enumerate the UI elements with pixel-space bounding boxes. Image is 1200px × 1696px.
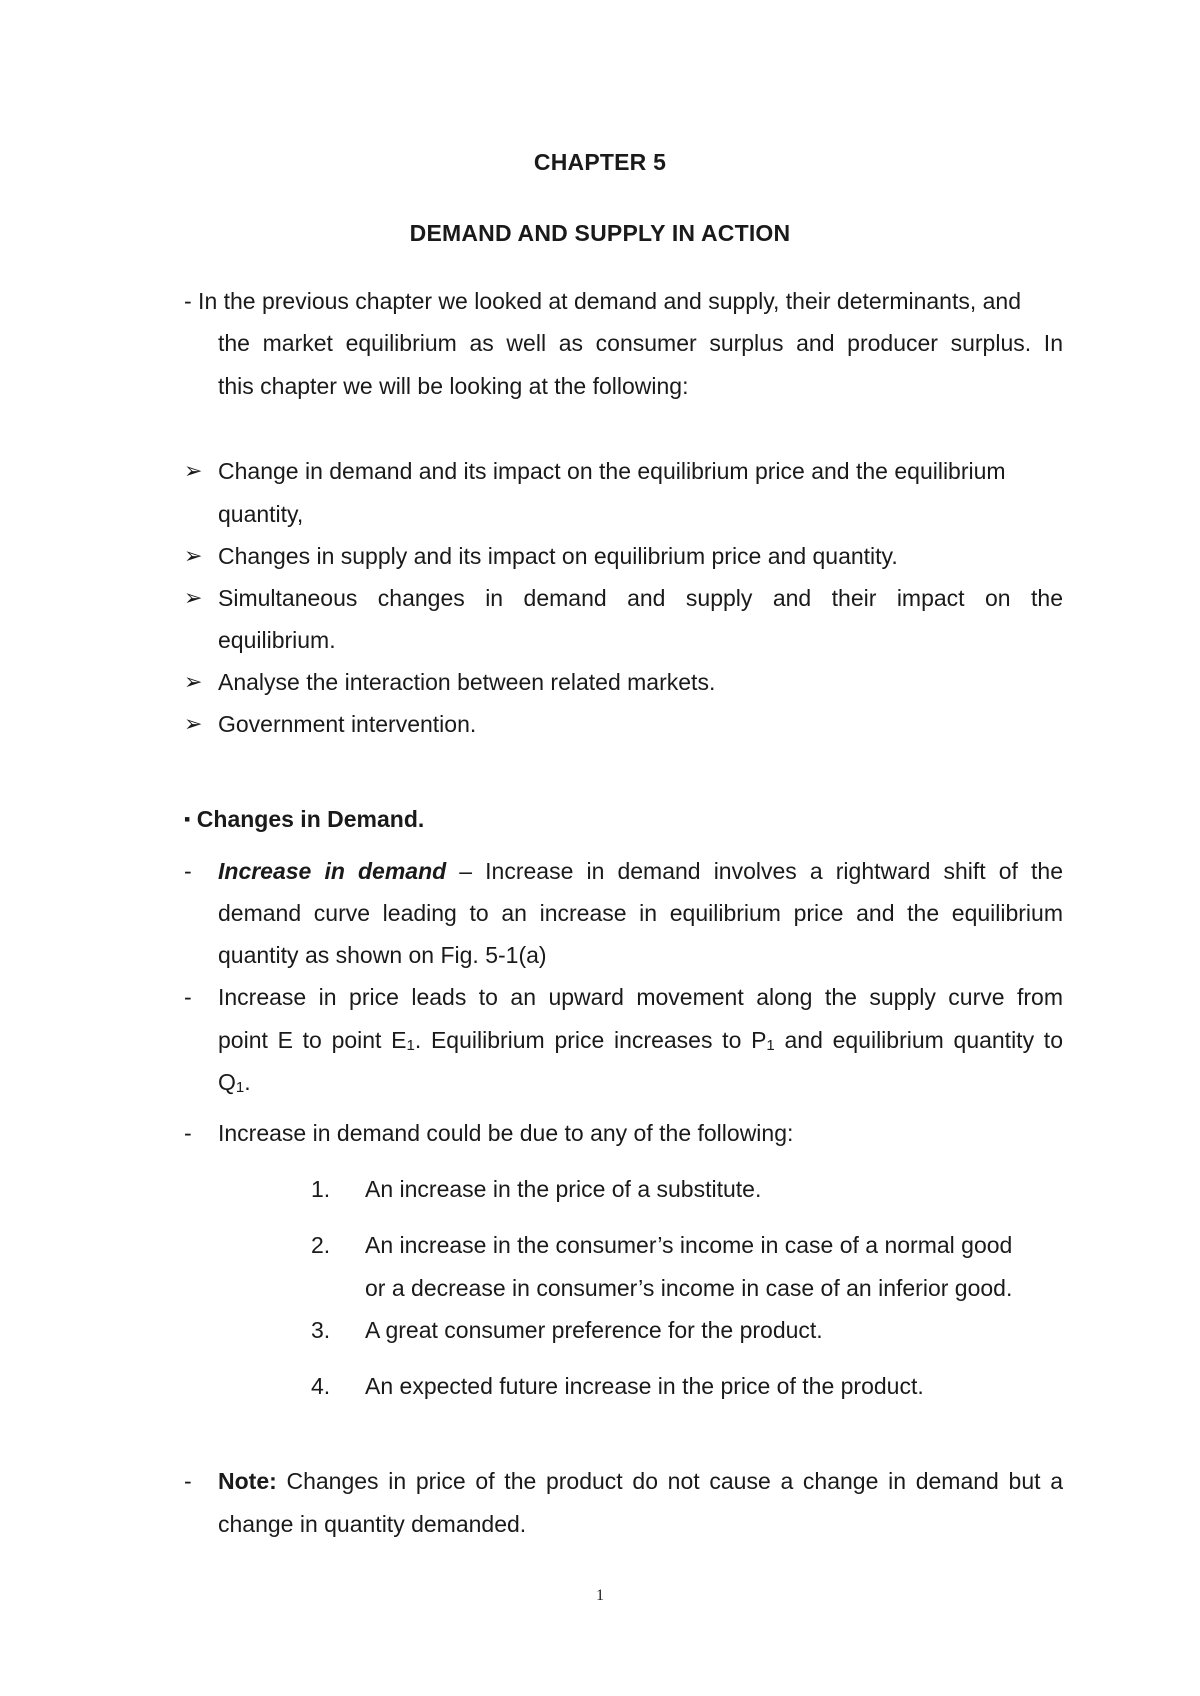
cause-4-line-1: An expected future increase in the price of the product. (365, 1373, 924, 1399)
causes-intro: Increase in demand could be due to any of the following: (218, 1120, 794, 1146)
price-increase-line-2 (218, 1026, 1063, 1060)
cause-1-line-1: An increase in the price of a substitute. (365, 1176, 762, 1202)
page-number: 1 (596, 1587, 604, 1604)
text-span: . Equilibrium price increases to P (414, 1027, 767, 1053)
cause-3-number: 3. (311, 1317, 331, 1343)
increase-demand-line-3: quantity as shown on Fig. 5-1(a) (218, 942, 547, 968)
section-heading (184, 805, 424, 833)
intro-line-1: - In the previous chapter we looked at demand and supply, their determinants, and (184, 288, 1022, 314)
increase-demand-term: Increase in demand (218, 858, 447, 884)
dash-bullet: - (184, 1120, 192, 1146)
topic-1-line-1: Change in demand and its impact on the equilibrium price and the equilibrium (218, 458, 1006, 484)
cause-1-number: 1. (311, 1176, 331, 1202)
topic-1-line-2: quantity, (218, 501, 304, 527)
dash-bullet: - (184, 1468, 192, 1494)
arrow-bullet-icon: ➢ (184, 458, 203, 483)
text-span: Q (218, 1069, 236, 1095)
price-increase-line-1: Increase in price leads to an upward movement along the supply curve from (218, 984, 1063, 1010)
arrow-bullet-icon: ➢ (184, 585, 203, 610)
arrow-bullet-icon: ➢ (184, 543, 203, 568)
text-span: and equilibrium quantity to (774, 1027, 1063, 1053)
topic-2-line-1: Changes in supply and its impact on equilibrium price and quantity. (218, 543, 898, 569)
cause-3-line-1: A great consumer preference for the product. (365, 1317, 823, 1343)
subscript: 1 (235, 1079, 245, 1096)
subscript: 1 (406, 1037, 415, 1054)
topic-4-line-1: Analyse the interaction between related markets. (218, 669, 716, 695)
text-span: point E to point E (218, 1027, 407, 1053)
chapter-title: DEMAND AND SUPPLY IN ACTION (409, 220, 791, 246)
note-line-2: change in quantity demanded. (218, 1511, 527, 1537)
intro-line-3: this chapter we will be looking at the following: (218, 373, 689, 399)
topic-3-line-2: equilibrium. (218, 627, 336, 653)
cause-4-number: 4. (311, 1373, 331, 1399)
cause-2-line-1: An increase in the consumer’s income in case of a normal good (365, 1232, 1013, 1258)
increase-demand-line-1-rest: – Increase in demand involves a rightward shift of the (446, 858, 1063, 884)
subscript: 1 (766, 1037, 775, 1054)
cause-2-line-2: or a decrease in consumer’s income in case of an inferior good. (365, 1275, 1013, 1301)
section-heading-text: Changes in Demand. (196, 806, 425, 832)
note-label: Note: (218, 1468, 277, 1494)
increase-demand-line-2: demand curve leading to an increase in equilibrium price and the equilibrium (218, 900, 1063, 926)
topic-3-line-1: Simultaneous changes in demand and supply and their impact on the (218, 585, 1063, 611)
arrow-bullet-icon: ➢ (184, 669, 203, 694)
dash-bullet: - (184, 984, 192, 1010)
note-line-1 (218, 1467, 1063, 1495)
text-span: . (244, 1069, 251, 1095)
square-bullet-icon: ▪ (184, 809, 191, 829)
cause-2-number: 2. (311, 1232, 331, 1258)
chapter-label: CHAPTER 5 (533, 149, 667, 175)
increase-demand-line-1 (218, 857, 1063, 885)
arrow-bullet-icon: ➢ (184, 711, 203, 736)
price-increase-line-3 (218, 1068, 251, 1102)
topic-5-line-1: Government intervention. (218, 711, 477, 737)
note-line-1-rest: Changes in price of the product do not cause a change in demand but a (276, 1468, 1063, 1494)
dash-bullet: - (184, 858, 192, 884)
intro-line-2: the market equilibrium as well as consumer surplus and producer surplus. In (218, 330, 1063, 356)
